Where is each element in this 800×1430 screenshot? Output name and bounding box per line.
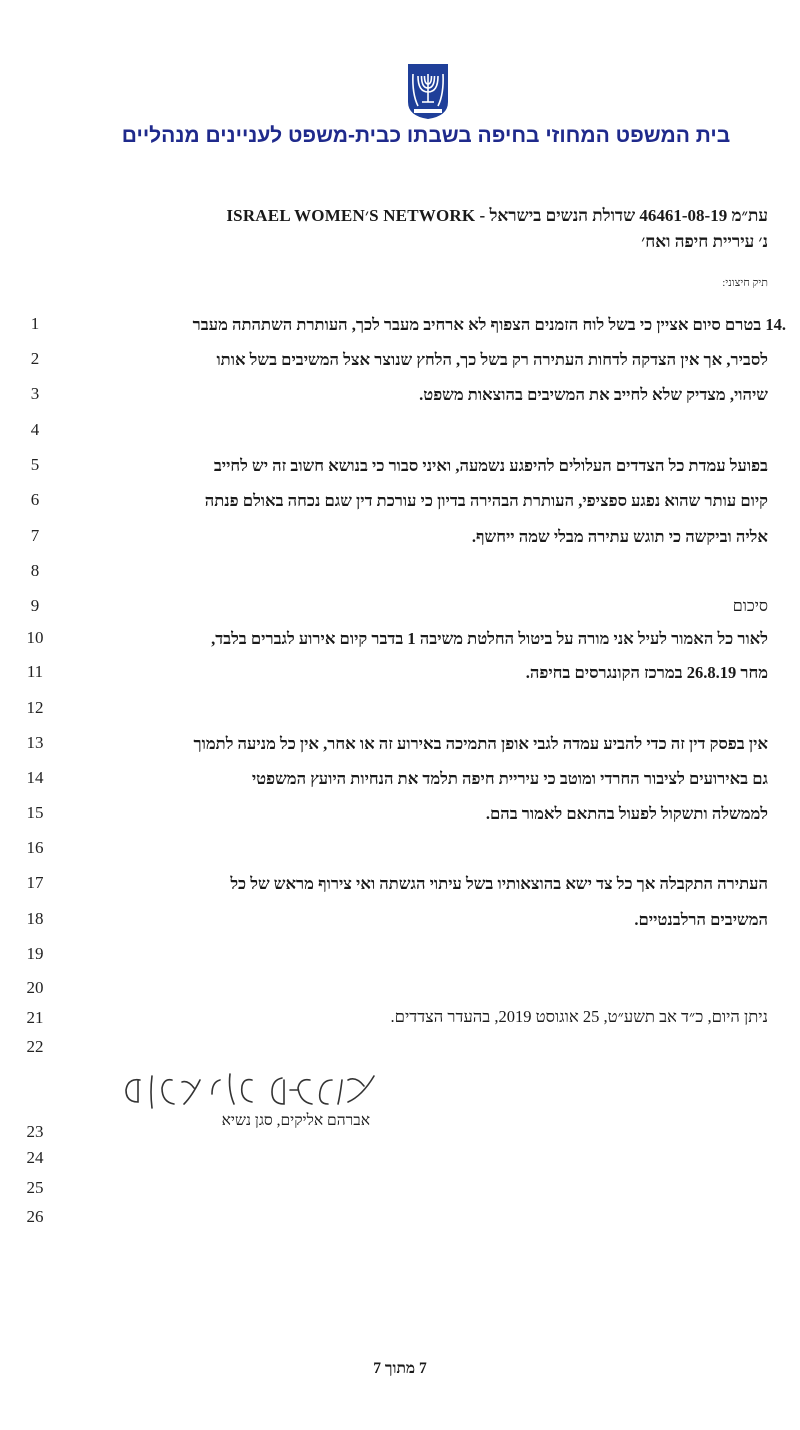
line-number: 7 [30, 526, 40, 545]
state-emblem-icon [406, 62, 450, 120]
line-number: 25 [26, 1178, 44, 1197]
case-title-english: ISRAEL WOMEN׳S NETWORK [226, 206, 476, 225]
line-number: 16 [26, 838, 44, 857]
paragraph-4-line-1: אין בפסק דין זה כדי להביע עמדה לגבי אופן התמיכה באירוע זה או אחר, אין כל מניעה לתמוך [193, 734, 768, 753]
line-number: 10 [26, 628, 44, 647]
case-title-hebrew: עת״מ 46461-08-19 שדולת הנשים בישראל - [479, 206, 768, 225]
external-file-label: תיק חיצוני: [722, 277, 768, 289]
line-number: 1 [30, 314, 40, 333]
paragraph-2-line-3: אליה וביקשה כי תוגש עתירה מבלי שמה ייחשף. [471, 527, 768, 546]
line-number: 14 [26, 768, 44, 787]
case-title-respondents: נ׳ עיריית חיפה ואח׳ [641, 232, 768, 251]
paragraph-2-line-1: בפועל עמדת כל הצדדים העלולים להיפגע נשמעה, ואיני סבור כי בנושא חשוב זה יש לחייב [213, 456, 768, 475]
line-number: 5 [30, 455, 40, 474]
summary-line-2: מחר 26.8.19 במרכז הקונגרסים בחיפה. [525, 663, 768, 682]
line-number: 22 [26, 1037, 44, 1056]
paragraph-14-line-3: שיהוי, מצדיק שלא לחייב את המשיבים בהוצאות משפט. [419, 385, 768, 404]
paragraph-4-line-2: גם באירועים לציבור החרדי ומוטב כי עיריית חיפה תלמד את הנחיות היועץ המשפטי [251, 769, 768, 788]
line-number: 13 [26, 733, 44, 752]
line-number: 2 [30, 349, 40, 368]
line-number: 17 [26, 873, 44, 892]
line-number: 20 [26, 978, 44, 997]
line-number: 21 [26, 1008, 44, 1027]
line-number: 12 [26, 698, 44, 717]
line-number: 24 [26, 1148, 44, 1167]
court-title: בית המשפט המחוזי בחיפה בשבתו כבית-משפט לעניינים מנהליים [121, 124, 731, 147]
line-number: 3 [30, 384, 40, 403]
line-number: 18 [26, 909, 44, 928]
paragraph-5-line-2: המשיבים הרלבנטיים. [634, 910, 768, 929]
paragraph-4-line-3: לממשלה ותשקול לפעול בהתאם לאמור בהם. [485, 804, 768, 823]
paragraph-2-line-2: קיום עותר שהוא נפגע ספציפי, העותרת הבהירה בדיון כי עורכת דין שגם נכחה באולם פנתה [204, 491, 768, 510]
line-number: 26 [26, 1207, 44, 1226]
given-date-line: ניתן היום, כ״ד אב תשע״ט, 25 אוגוסט 2019, בהעדר הצדדים. [390, 1007, 768, 1026]
line-number: 15 [26, 803, 44, 822]
paragraph-14-line-2: לסביר, אך אין הצדקה לדחות העתירה רק בשל כך, הלחץ שנוצר אצל המשיבים בשל אותו [216, 350, 768, 369]
line-number: 4 [30, 420, 40, 439]
line-number: 23 [26, 1122, 44, 1141]
page-number: 7 מתוך 7 [373, 1360, 427, 1377]
handwritten-signature [112, 1066, 382, 1116]
paragraph-5-line-1: העתירה התקבלה אך כל צד ישא בהוצאותיו בשל עיתוי הגשתה ואי צירוף מראש של כל [230, 874, 768, 893]
paragraph-number: 14. [765, 315, 786, 334]
line-number: 8 [30, 561, 40, 580]
line-number: 19 [26, 944, 44, 963]
summary-heading: סיכום [732, 598, 768, 615]
signer-name: אברהם אליקים, סגן נשיא [221, 1112, 370, 1129]
summary-line-1: לאור כל האמור לעיל אני מורה על ביטול החלטת משיבה 1 בדבר קיום אירוע לגברים בלבד, [211, 629, 768, 648]
line-number: 6 [30, 490, 40, 509]
case-title [226, 206, 768, 226]
line-number: 9 [30, 596, 40, 615]
paragraph-text: בטרם סיום אציין כי בשל לוח הזמנים הצפוף לא ארחיב מעבר לכך, העותרת השתהתה מעבר [192, 315, 762, 334]
line-number: 11 [26, 662, 44, 681]
paragraph-14-line-1 [68, 314, 786, 336]
